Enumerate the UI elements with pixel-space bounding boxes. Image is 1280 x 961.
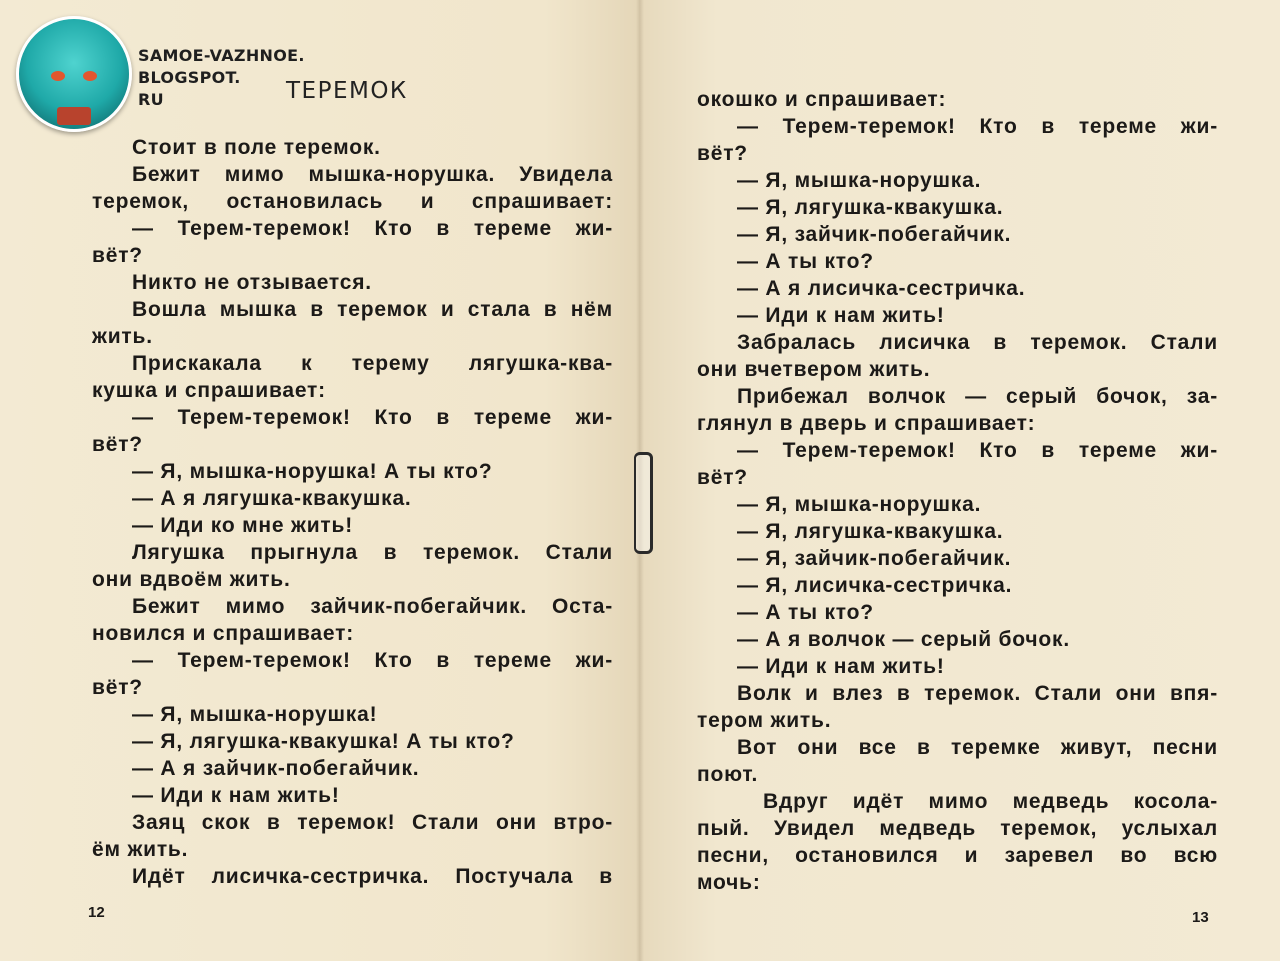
text-line: ём жить. (92, 838, 189, 861)
text-line: — Я, мышка-норушка. (737, 493, 982, 516)
text-line: — Иди к нам жить! (737, 304, 945, 327)
text-line: — Я, мышка-норушка! А ты кто? (132, 460, 493, 483)
watermark-line: SAMOE-VAZHNOE. (138, 46, 305, 65)
watermark-text (138, 45, 305, 111)
text-line: вёт? (92, 244, 143, 267)
text-line: — Я, лягушка-квакушка. (737, 520, 1004, 543)
text-line: — Я, зайчик-побегайчик. (737, 547, 1012, 570)
text-line: — Иди к нам жить! (737, 655, 945, 678)
watermark-line: BLOGSPOT. (138, 68, 241, 87)
text-line: окошко и спрашивает: (697, 88, 947, 111)
text-line: песни, остановился и заревел во всю (697, 844, 1218, 867)
text-line: — Я, зайчик-побегайчик. (737, 223, 1012, 246)
text-line: — Терем-теремок! Кто в тереме жи- (132, 406, 613, 429)
text-line: Бежит мимо мышка-норушка. Увидела (132, 163, 613, 186)
text-line: Никто не отзывается. (132, 271, 372, 294)
right-page-text (697, 86, 1218, 896)
text-line: Прибежал волчок — серый бочок, за- (737, 385, 1218, 408)
page-number-right: 13 (1192, 909, 1209, 926)
text-line: — Я, лисичка-сестричка. (737, 574, 1013, 597)
text-line: они вдвоём жить. (92, 568, 291, 591)
text-line: — Иди к нам жить! (132, 784, 340, 807)
text-line: — А ты кто? (737, 601, 874, 624)
text-line: вёт? (697, 142, 748, 165)
text-line: Волк и влез в теремок. Стали они впя- (737, 682, 1218, 705)
text-line: Забралась лисичка в теремок. Стали (737, 331, 1218, 354)
text-line: Бежит мимо зайчик-побегайчик. Оста- (132, 595, 613, 618)
text-line: кушка и спрашивает: (92, 379, 326, 402)
text-line: — Я, лягушка-квакушка! А ты кто? (132, 730, 515, 753)
text-line: вёт? (697, 466, 748, 489)
text-line: Вот они все в теремке живут, песни (737, 736, 1218, 759)
text-line: жить. (92, 325, 153, 348)
text-line: тером жить. (697, 709, 832, 732)
text-line: Вошла мышка в теремок и стала в нём (132, 298, 613, 321)
text-line: — А я лягушка-квакушка. (132, 487, 412, 510)
text-line: Стоит в поле теремок. (132, 136, 381, 159)
text-line: — А я лисичка-сестричка. (737, 277, 1026, 300)
text-line: Идёт лисичка-сестричка. Постучала в (132, 865, 613, 888)
text-line: — Я, мышка-норушка! (132, 703, 378, 726)
text-line: Заяц скок в теремок! Стали они втро- (132, 811, 613, 834)
text-line: — Терем-теремок! Кто в тереме жи- (737, 439, 1218, 462)
left-page-text (92, 134, 613, 890)
text-line: Вдруг идёт мимо медведь косола- (763, 790, 1218, 813)
text-line: они вчетвером жить. (697, 358, 931, 381)
robot-logo-icon (16, 16, 132, 132)
text-line: — Я, мышка-норушка. (737, 169, 982, 192)
text-line: — Терем-теремок! Кто в тереме жи- (132, 217, 613, 240)
text-line: — Терем-теремок! Кто в тереме жи- (737, 115, 1218, 138)
watermark-line: RU (138, 90, 164, 109)
text-line: пый. Увидел медведь теремок, услыхал (697, 817, 1218, 840)
text-line: — Иди ко мне жить! (132, 514, 354, 537)
text-line: глянул в дверь и спрашивает: (697, 412, 1036, 435)
story-title: ТЕРЕМОК (286, 78, 408, 104)
text-line: — Я, лягушка-квакушка. (737, 196, 1004, 219)
text-line: — А я зайчик-побегайчик. (132, 757, 420, 780)
text-line: поют. (697, 763, 759, 786)
text-line: — А ты кто? (737, 250, 874, 273)
text-line: вёт? (92, 676, 143, 699)
text-line: вёт? (92, 433, 143, 456)
text-line: Прискакала к терему лягушка-ква- (132, 352, 613, 375)
text-line: новился и спрашивает: (92, 622, 354, 645)
staple (634, 452, 653, 554)
text-line: мочь: (697, 871, 761, 894)
text-line: — Терем-теремок! Кто в тереме жи- (132, 649, 613, 672)
text-line: теремок, остановилась и спрашивает: (92, 190, 613, 213)
text-line: Лягушка прыгнула в теремок. Стали (132, 541, 613, 564)
text-line: — А я волчок — серый бочок. (737, 628, 1070, 651)
page-number-left: 12 (88, 904, 105, 921)
